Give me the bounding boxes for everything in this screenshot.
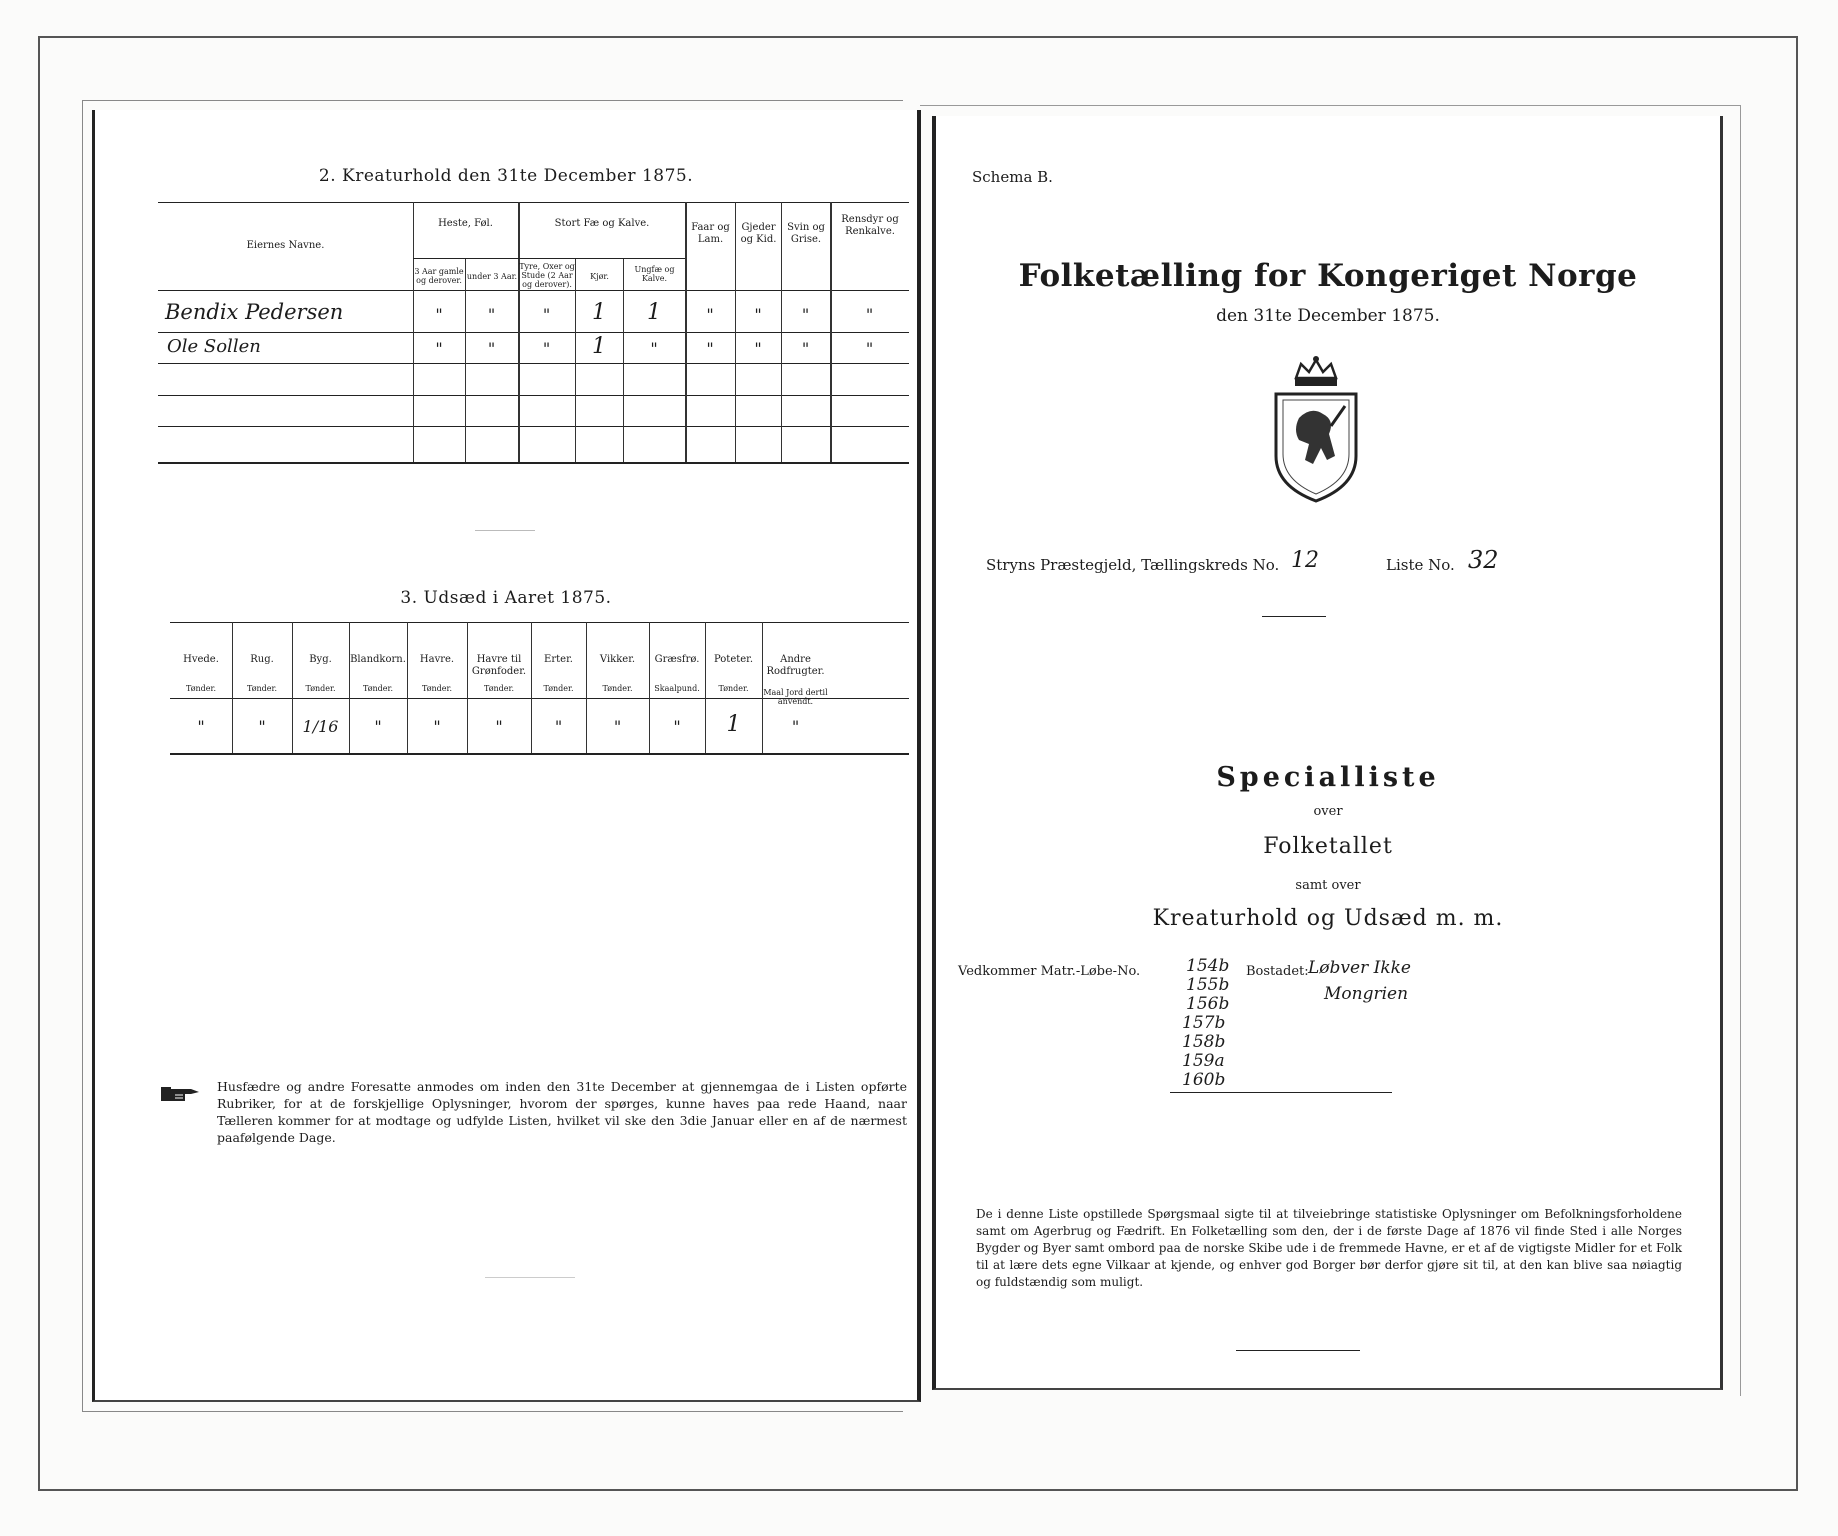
t3-top-rule: [170, 622, 909, 623]
section3-title: 3. Udsæd i Aaret 1875.: [400, 588, 612, 608]
t3-bottom-rule: [170, 753, 909, 755]
col-rensdyr: Rensdyr og Renkalve.: [841, 214, 899, 237]
row2-value: ": [487, 339, 496, 358]
right-page: [932, 116, 1723, 1390]
t2-bottom-rule: [158, 462, 909, 464]
divider: [1262, 616, 1326, 617]
row2-value: ": [542, 339, 551, 358]
schema-label: Schema B.: [972, 168, 1053, 186]
row2-value: ": [865, 339, 874, 358]
bostedet-label: Bostadet:: [1246, 964, 1309, 979]
footer-text: De i denne Liste opstillede Spørgsmaal sigte til at tilveiebringe statistiske Oplysninger om Befolkningsforholdene samt om Agerbrug og Fædrift. En Folketælling som den, der i de første Dage af 1876 vil finde Sted i alle Norges Bygder og Byer samt ombord paa de norske Skibe ude i de fremmede Havne, er et af de vigtigste Midler for et Folk til at lære dets egne Vilkaar at kjende, og enhver god Borger bør derfor gjøre sit til, at den kan blive saa nøiagtig og fuldstændig som muligt.: [976, 1207, 1682, 1289]
udsaed-col-unit: Tønder.: [305, 684, 336, 693]
col-faar: Faar og Lam.: [691, 222, 730, 245]
t2-col-rule: [518, 202, 520, 462]
udsaed-value: ": [554, 717, 563, 736]
matr-number: 155b: [1186, 975, 1230, 995]
udsaed-value: 1: [726, 712, 741, 737]
col-tyre: Tyre, Oxer og Stude (2 Aar og derover).: [519, 262, 575, 289]
row1-value: ": [754, 305, 762, 324]
liste-number: 32: [1468, 546, 1499, 574]
kreaturhold-heading: Kreaturhold og Udsæd m. m.: [1152, 906, 1504, 931]
udsaed-col-unit: Tønder.: [421, 684, 453, 693]
udsaed-value: ": [613, 717, 622, 736]
udsaed-col-unit: Tønder.: [185, 684, 217, 693]
section2-title: 2. Kreaturhold den 31te December 1875.: [318, 166, 694, 186]
udsaed-col-header: Havre.: [419, 654, 455, 665]
udsaed-col-header: Byg.: [309, 654, 332, 665]
udsaed-col-unit: Skaalpund.: [654, 684, 700, 693]
t2-row-rule-1: [158, 332, 909, 333]
udsaed-value: ": [374, 717, 382, 736]
bostedet-line-1: Løbver Ikke: [1308, 958, 1411, 978]
col-ungfae: Ungfæ og Kalve.: [634, 265, 675, 283]
row1-value: ": [487, 305, 496, 324]
udsaed-col-unit: Tønder.: [543, 684, 574, 693]
specialliste-heading: Specialliste: [1216, 762, 1440, 793]
col-svin: Svin og Grise.: [787, 222, 825, 245]
t2-col-rule: [830, 202, 832, 462]
kreds-number: 12: [1291, 548, 1319, 573]
row2-value: ": [650, 339, 658, 358]
col-gjeder: Gjeder og Kid.: [740, 222, 777, 245]
norwegian-coat-of-arms-icon: [1261, 356, 1371, 506]
row1-value: ": [801, 305, 810, 324]
row1-owner-name: Bendix Pedersen: [165, 300, 344, 324]
udsaed-col-unit: Tønder.: [718, 684, 749, 693]
udsaed-col-header: Græsfrø.: [654, 654, 700, 665]
udsaed-col-unit: Tønder.: [483, 684, 515, 693]
t2-top-rule: [158, 202, 909, 203]
row2-value: ": [435, 339, 443, 358]
document-subtitle: den 31te December 1875.: [1216, 306, 1440, 326]
t2-col-rule: [413, 202, 414, 462]
left-page: [92, 110, 921, 1402]
row2-owner-name: Ole Sollen: [167, 336, 261, 357]
udsaed-value: ": [258, 717, 266, 736]
divider: [475, 530, 535, 531]
document-title: Folketælling for Kongeriget Norge: [1018, 258, 1638, 294]
samt-over-text: samt over: [1295, 878, 1361, 893]
row1-value: ": [865, 305, 874, 324]
udsaed-col-header: Blandkorn.: [350, 654, 406, 665]
col-stort-fae: Stort Fæ og Kalve.: [554, 218, 650, 229]
over-text: over: [1313, 804, 1343, 819]
matr-number: 154b: [1186, 956, 1230, 976]
t2-col-rule: [465, 258, 466, 462]
matr-number: 160b: [1182, 1070, 1226, 1090]
liste-label: Liste No.: [1386, 556, 1455, 574]
matr-number: 156b: [1186, 994, 1230, 1014]
folketallet-heading: Folketallet: [1263, 834, 1393, 859]
udsaed-col-unit: Tønder.: [602, 684, 633, 693]
matr-number: 159a: [1182, 1051, 1225, 1071]
divider: [1170, 1092, 1392, 1093]
udsaed-col-header: Vikker.: [599, 654, 636, 665]
row1-value: 1: [647, 300, 661, 325]
udsaed-col-unit: Maal Jord dertil anvendt.: [763, 688, 828, 706]
udsaed-col-header: Rug.: [250, 654, 274, 665]
row2-value: ": [706, 339, 714, 358]
row1-value: ": [435, 305, 443, 324]
udsaed-col-header: Hvede.: [183, 654, 219, 665]
row1-value: ": [542, 305, 551, 324]
row2-value: ": [754, 339, 762, 358]
udsaed-col-header: Erter.: [544, 654, 573, 665]
t2-header-rule: [158, 290, 909, 291]
udsaed-value: ": [495, 717, 503, 736]
udsaed-col-header: Poteter.: [713, 654, 754, 665]
t2-row-rule-2: [158, 363, 909, 364]
matr-label: Vedkommer Matr.-Løbe-No.: [958, 964, 1141, 979]
matr-number: 158b: [1182, 1032, 1226, 1052]
col-heste-young: under 3 Aar.: [466, 272, 518, 281]
row1-value: ": [706, 305, 714, 324]
t2-col-rule: [575, 258, 576, 462]
pointing-hand-icon: [161, 1083, 201, 1105]
notice-text: Husfædre og andre Foresatte anmodes om inden den 31te December at gjennemgaa de i Listen opførte Rubriker, for at de forskjellige Oplysninger, hvorom der spørges, kunne haves paa rede Haand, naar Tælleren kommer for at modtage og udfylde Listen, hvilket vil ske den 3die Januar eller en af de nærmest paafølgende Dage.: [217, 1079, 907, 1145]
row1-value: 1: [592, 300, 606, 325]
col-heste-adult: 3 Aar gamle og derover.: [414, 267, 464, 285]
udsaed-col-unit: Tønder.: [362, 684, 394, 693]
col-heste: Heste, Føl.: [438, 218, 493, 229]
udsaed-col-header: Havre til Grønfoder.: [471, 654, 527, 677]
prestegjeld-label: Stryns Præstegjeld, Tællingskreds No.: [986, 556, 1280, 574]
t2-row-rule-4: [158, 426, 909, 427]
udsaed-value: ": [791, 717, 800, 736]
divider: [1236, 1350, 1360, 1351]
udsaed-value: ": [433, 717, 441, 736]
col-owner-names: Eiernes Navne.: [246, 240, 325, 251]
t2-row-rule-3: [158, 395, 909, 396]
bostedet-line-2: Mongrien: [1324, 984, 1409, 1004]
col-kjor: Kjør.: [590, 272, 609, 281]
udsaed-value: ": [673, 717, 681, 736]
matr-number: 157b: [1182, 1013, 1226, 1033]
udsaed-col-header: Andre Rodfrugter.: [766, 654, 825, 677]
t2-subheader-rule: [413, 258, 685, 259]
udsaed-value: 1/16: [302, 717, 339, 736]
udsaed-value: ": [197, 717, 205, 736]
row2-value: ": [801, 339, 810, 358]
t2-col-rule: [623, 258, 624, 462]
divider: [485, 1277, 575, 1278]
udsaed-col-unit: Tønder.: [246, 684, 278, 693]
row2-value: 1: [592, 334, 606, 359]
